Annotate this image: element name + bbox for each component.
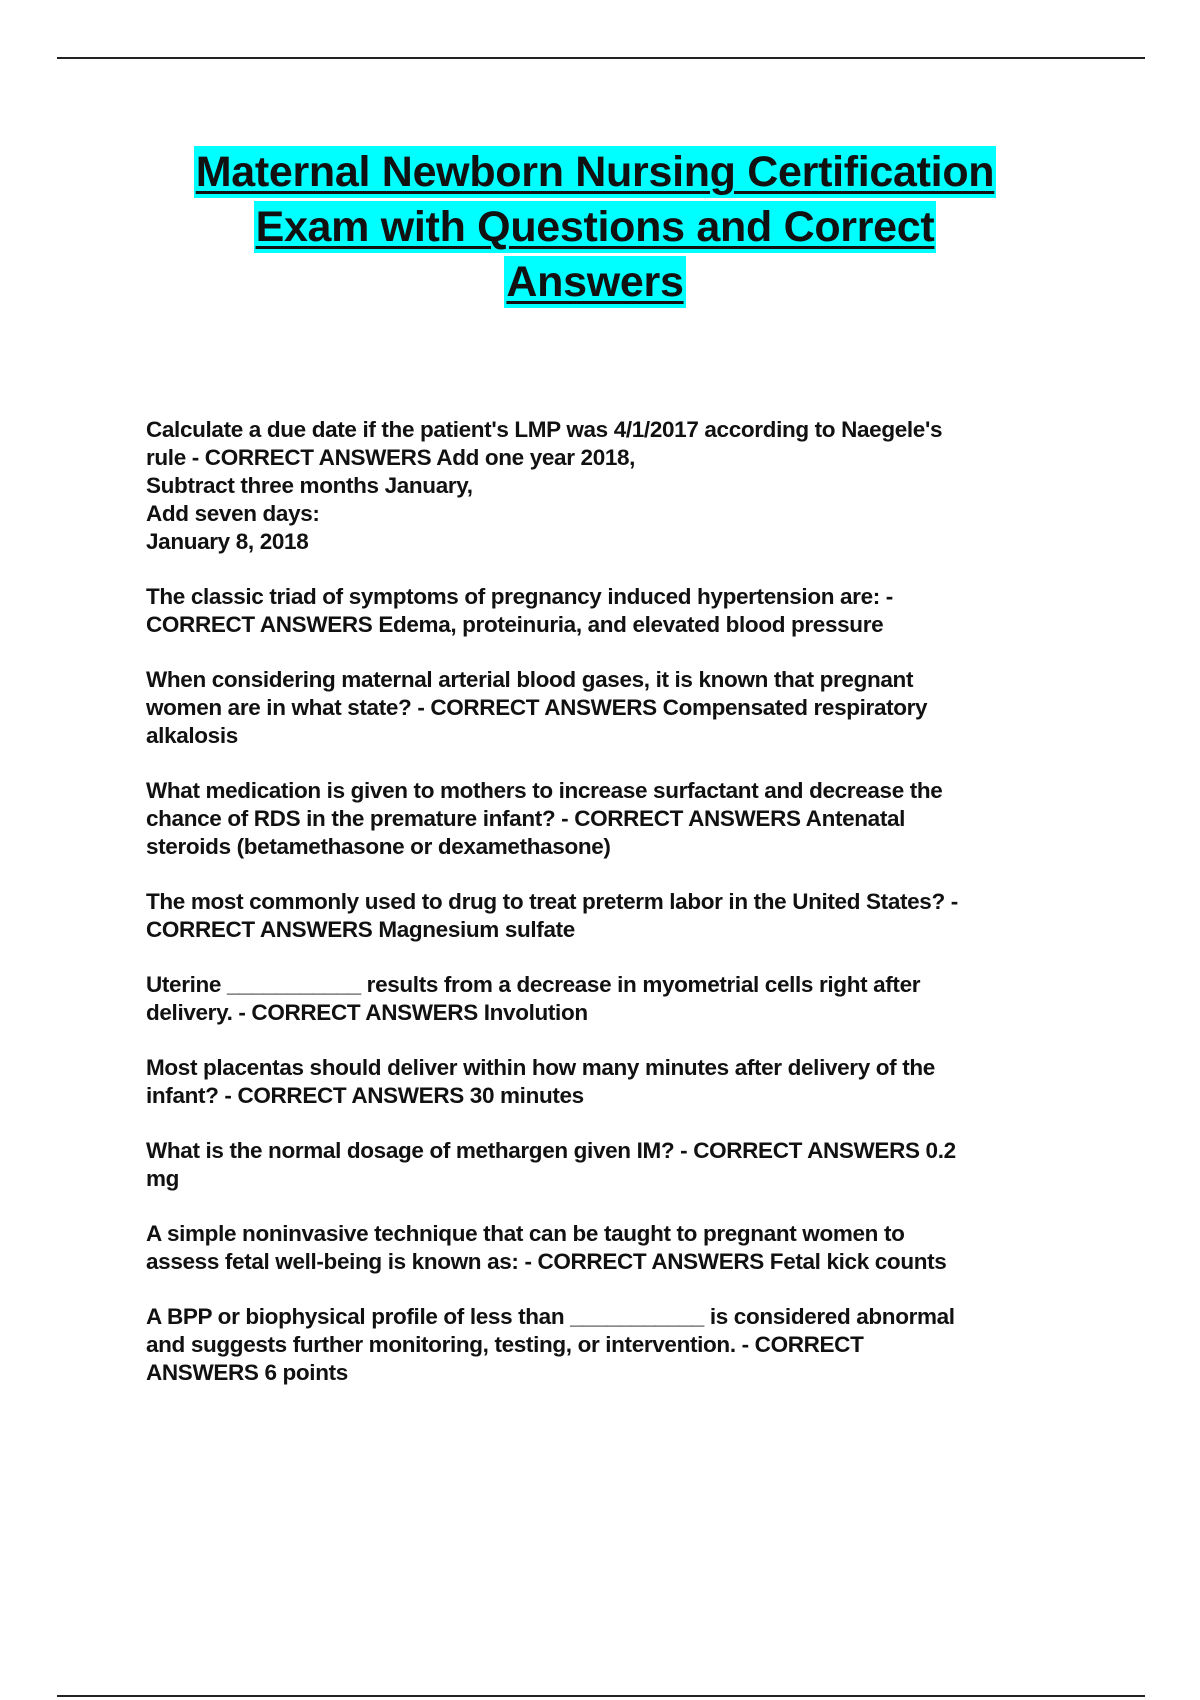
qa-item: What medication is given to mothers to increase surfactant and decrease the chance of RDS in the premature infant? - CORRECT ANSWERS Antenatal steroids (betamethasone or dexamethasone): [146, 778, 943, 859]
qa-item: What is the normal dosage of methargen given IM? - CORRECT ANSWERS 0.2 mg: [146, 1138, 956, 1191]
qa-list: [146, 416, 1046, 1414]
qa-item: When considering maternal arterial blood gases, it is known that pregnant women are in what state? - CORRECT ANSWERS Compensated respiratory alkalosis: [146, 667, 928, 748]
title-line: Maternal Newborn Nursing Certification: [195, 148, 995, 196]
title-line: Answers: [506, 258, 684, 306]
title-line: Exam with Questions and Correct: [255, 203, 935, 251]
qa-item: Calculate a due date if the patient's LMP was 4/1/2017 according to Naegele's rule - CORRECT ANSWERS Add one year 2018, Subtract three months January, Add seven days: January 8, 2018: [146, 417, 943, 554]
qa-item: A BPP or biophysical profile of less than ___________ is considered abnormal and suggests further monitoring, testing, or intervention. - CORRECT ANSWERS 6 points: [146, 1304, 955, 1385]
qa-item: A simple noninvasive technique that can be taught to pregnant women to assess fetal well-being is known as: - CORRECT ANSWERS Fetal kick counts: [146, 1221, 947, 1274]
qa-item: Most placentas should deliver within how many minutes after delivery of the infant? - CORRECT ANSWERS 30 minutes: [146, 1055, 935, 1108]
qa-item: The classic triad of symptoms of pregnancy induced hypertension are: - CORRECT ANSWERS Edema, proteinuria, and elevated blood pressure: [146, 584, 893, 637]
qa-item: The most commonly used to drug to treat preterm labor in the United States? - CORRECT ANSWERS Magnesium sulfate: [146, 889, 958, 942]
document-title: [120, 146, 1070, 311]
qa-item: Uterine ___________ results from a decrease in myometrial cells right after delivery. - CORRECT ANSWERS Involution: [146, 972, 921, 1025]
bottom-rule: [57, 1695, 1145, 1697]
top-rule: [57, 57, 1145, 59]
